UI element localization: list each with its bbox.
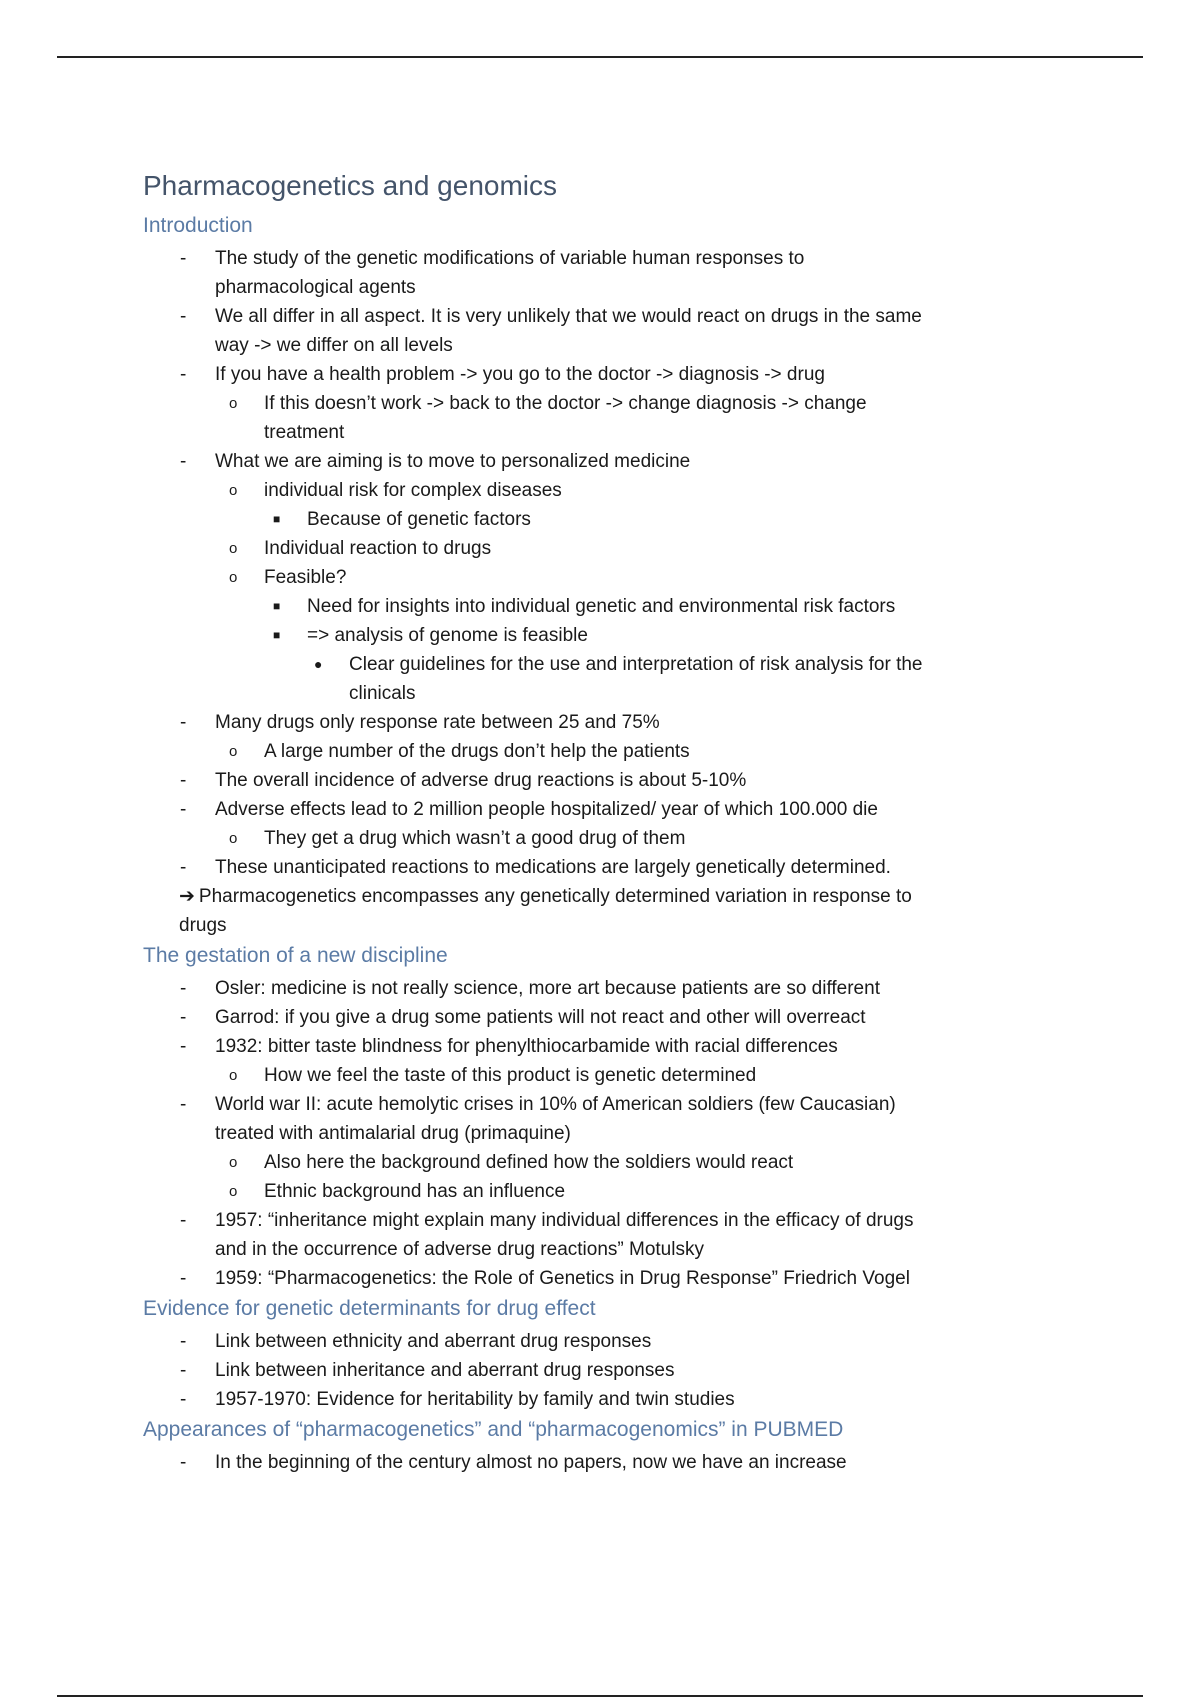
list-item [143, 592, 1073, 621]
dash-bullet: - [180, 1331, 187, 1352]
list-item-continuation [143, 1235, 1073, 1264]
circle-bullet: o [229, 540, 238, 557]
dash-bullet: - [180, 770, 187, 791]
conclusion-continuation [143, 911, 1073, 940]
list-item-continuation [143, 1119, 1073, 1148]
conclusion-line [143, 882, 1073, 911]
list-item [143, 621, 1073, 650]
list-item-text: treatment [264, 422, 345, 443]
list-item [143, 974, 1073, 1003]
list-item [143, 1032, 1073, 1061]
list-item [143, 1148, 1073, 1177]
dash-bullet: - [180, 712, 187, 733]
circle-bullet: o [229, 569, 238, 586]
list-item-text: The study of the genetic modifications of variable human responses to [215, 248, 805, 269]
dash-bullet: - [180, 248, 187, 269]
list-item-text: way -> we differ on all levels [215, 335, 453, 356]
list-item-text: Individual reaction to drugs [264, 538, 492, 559]
list-item [143, 476, 1073, 505]
square-bullet: ■ [273, 628, 281, 642]
list-item-text: Osler: medicine is not really science, more art because patients are so different [215, 978, 880, 999]
dash-bullet: - [180, 1389, 187, 1410]
arrow-icon: ➔ [179, 886, 195, 907]
list-item-text: Link between inheritance and aberrant drug responses [215, 1360, 675, 1381]
circle-bullet: o [229, 395, 238, 412]
list-item-text: The overall incidence of adverse drug reactions is about 5-10% [215, 770, 747, 791]
dash-bullet: - [180, 1268, 187, 1289]
dot-bullet: ● [314, 656, 323, 672]
list-item-text: pharmacological agents [215, 277, 416, 298]
dash-bullet: - [180, 1452, 187, 1473]
page-title: Pharmacogenetics and genomics [143, 170, 558, 201]
list-item-continuation [143, 679, 1073, 708]
circle-bullet: o [229, 830, 238, 847]
list-item [143, 1177, 1073, 1206]
section-heading: The gestation of a new discipline [143, 944, 448, 967]
list-item-text: If this doesn’t work -> back to the doctor -> change diagnosis -> change [264, 393, 867, 414]
list-item-text: Feasible? [264, 567, 347, 588]
circle-bullet: o [229, 1183, 238, 1200]
list-item-text: 1957: “inheritance might explain many individual differences in the efficacy of drugs [215, 1210, 914, 1231]
list-item-text: They get a drug which wasn’t a good drug of them [264, 828, 686, 849]
list-item [143, 534, 1073, 563]
list-item [143, 244, 1073, 273]
list-item-text: Link between ethnicity and aberrant drug responses [215, 1331, 652, 1352]
circle-bullet: o [229, 1067, 238, 1084]
dash-bullet: - [180, 799, 187, 820]
list-item [143, 505, 1073, 534]
dash-bullet: - [180, 364, 187, 385]
list-item-text: In the beginning of the century almost no papers, now we have an increase [215, 1452, 847, 1473]
dash-bullet: - [180, 451, 187, 472]
list-item-text: and in the occurrence of adverse drug reactions” Motulsky [215, 1239, 704, 1260]
list-item-continuation [143, 331, 1073, 360]
dash-bullet: - [180, 978, 187, 999]
list-item-text: treated with antimalarial drug (primaquine) [215, 1123, 571, 1144]
list-item-text: Need for insights into individual genetic and environmental risk factors [307, 596, 896, 617]
list-item-text: Adverse effects lead to 2 million people hospitalized/ year of which 100.000 die [215, 799, 878, 820]
list-item [143, 1264, 1073, 1293]
list-item [143, 766, 1073, 795]
list-item [143, 708, 1073, 737]
list-item [143, 1356, 1073, 1385]
list-item-text: Garrod: if you give a drug some patients will not react and other will overreact [215, 1007, 866, 1028]
document-body [143, 168, 1073, 1477]
list-item-text: How we feel the taste of this product is genetic determined [264, 1065, 757, 1086]
dash-bullet: - [180, 1094, 187, 1115]
list-item-text: Many drugs only response rate between 25 and 75% [215, 712, 660, 733]
list-item-text: Clear guidelines for the use and interpretation of risk analysis for the [349, 654, 923, 675]
list-item-text: A large number of the drugs don’t help the patients [264, 741, 690, 762]
list-item [143, 1448, 1073, 1477]
section-heading: Appearances of “pharmacogenetics” and “pharmacogenomics” in PUBMED [143, 1418, 844, 1441]
circle-bullet: o [229, 1154, 238, 1171]
list-item-text: 1957-1970: Evidence for heritability by family and twin studies [215, 1389, 735, 1410]
circle-bullet: o [229, 482, 238, 499]
list-item [143, 824, 1073, 853]
circle-bullet: o [229, 743, 238, 760]
list-item [143, 389, 1073, 418]
list-item [143, 302, 1073, 331]
top-rule [57, 56, 1143, 58]
list-item [143, 737, 1073, 766]
list-item [143, 1385, 1073, 1414]
list-item-text: We all differ in all aspect. It is very unlikely that we would react on drugs in the same [215, 306, 922, 327]
list-item-text: drugs [179, 915, 227, 936]
list-item [143, 1061, 1073, 1090]
list-item-text: 1932: bitter taste blindness for phenylthiocarbamide with racial differences [215, 1036, 838, 1057]
list-item-text: World war II: acute hemolytic crises in 10% of American soldiers (few Caucasian) [215, 1094, 896, 1115]
list-item [143, 360, 1073, 389]
section-heading: Evidence for genetic determinants for drug effect [143, 1297, 596, 1320]
list-item [143, 1327, 1073, 1356]
list-item [143, 853, 1073, 882]
list-item-text: If you have a health problem -> you go to the doctor -> diagnosis -> drug [215, 364, 825, 385]
dash-bullet: - [180, 1360, 187, 1381]
square-bullet: ■ [273, 512, 281, 526]
list-item-continuation [143, 273, 1073, 302]
list-item [143, 795, 1073, 824]
list-item [143, 1090, 1073, 1119]
list-item [143, 563, 1073, 592]
list-item-text: => analysis of genome is feasible [307, 625, 588, 646]
list-item-continuation [143, 418, 1073, 447]
list-item [143, 1206, 1073, 1235]
dash-bullet: - [180, 1007, 187, 1028]
list-item-text: clinicals [349, 683, 416, 704]
square-bullet: ■ [273, 599, 281, 613]
list-item [143, 447, 1073, 476]
list-item-text: 1959: “Pharmacogenetics: the Role of Genetics in Drug Response” Friedrich Vogel [215, 1268, 910, 1289]
list-item-text: What we are aiming is to move to personalized medicine [215, 451, 691, 472]
section-heading: Introduction [143, 214, 253, 237]
dash-bullet: - [180, 857, 187, 878]
list-item-text: These unanticipated reactions to medications are largely genetically determined. [215, 857, 891, 878]
list-item [143, 1003, 1073, 1032]
list-item-text: Pharmacogenetics encompasses any genetically determined variation in response to [198, 886, 912, 907]
list-item-text: Also here the background defined how the soldiers would react [264, 1152, 794, 1173]
dash-bullet: - [180, 1210, 187, 1231]
bottom-rule [57, 1695, 1143, 1697]
dash-bullet: - [180, 306, 187, 327]
list-item [143, 650, 1073, 679]
list-item-text: individual risk for complex diseases [264, 480, 562, 501]
dash-bullet: - [180, 1036, 187, 1057]
list-item-text: Because of genetic factors [307, 509, 531, 530]
list-item-text: Ethnic background has an influence [264, 1181, 566, 1202]
